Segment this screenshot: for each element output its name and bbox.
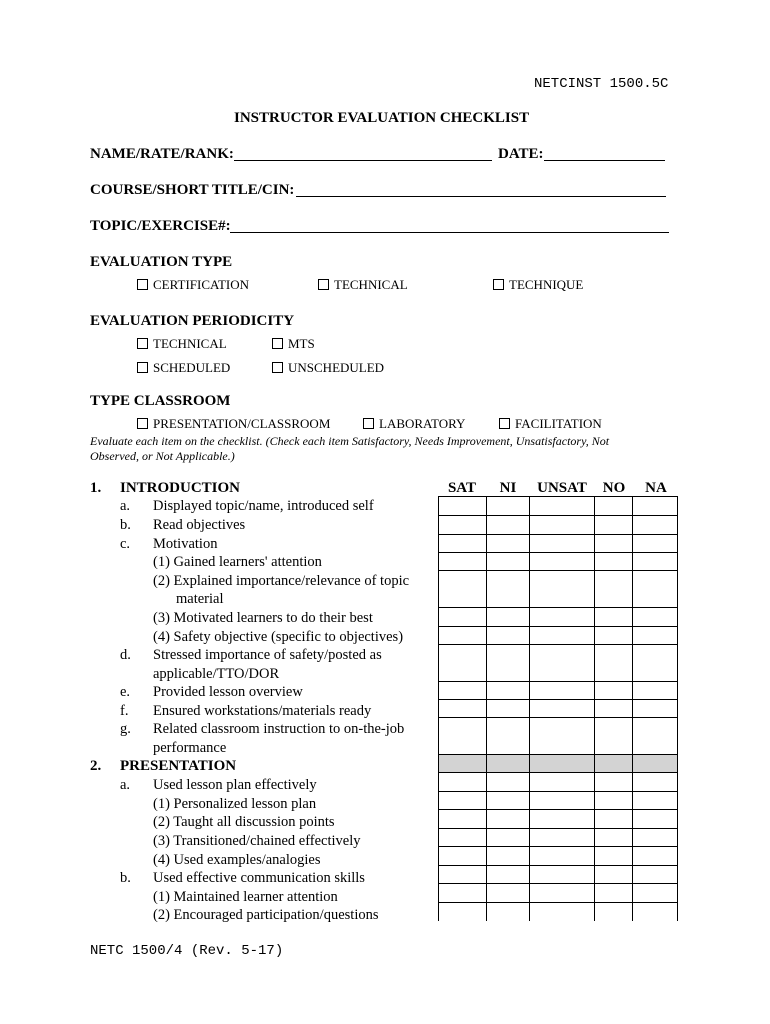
checklist-item-text: Motivation [153,536,218,552]
rating-cell[interactable] [439,700,487,718]
rating-cell[interactable] [487,645,530,682]
rating-cell[interactable] [633,497,678,516]
checkbox-icon [272,338,283,349]
rating-cell[interactable] [633,792,678,810]
rating-cell[interactable] [633,773,678,792]
checklist-item-text: (3) Transitioned/chained effectively [153,833,361,849]
checklist-item-text: Ensured workstations/materials ready [153,703,372,719]
section-number: 1. [90,480,102,496]
checklist-item-text: (1) Maintained learner attention [153,889,338,905]
rating-cell[interactable] [530,773,595,792]
item-label: f. [120,703,129,719]
section-title-presentation: PRESENTATION [120,758,237,774]
checklist-item-text: (4) Safety objective (specific to objectives) [153,629,404,645]
table-row [439,571,678,608]
course-label: COURSE/SHORT TITLE/CIN: [90,182,295,198]
rating-cell[interactable] [633,847,678,866]
table-row [439,682,678,700]
rating-cell[interactable] [595,682,633,700]
rating-cell[interactable] [595,516,633,535]
rating-cell[interactable] [439,516,487,535]
checklist-item-text: Used lesson plan effectively [153,777,317,793]
checkbox-icon [493,279,504,290]
item-label: g. [120,721,131,737]
rating-cell[interactable] [439,773,487,792]
checkbox-laboratory[interactable]: LABORATORY [363,416,465,432]
rating-cell[interactable] [487,700,530,718]
rating-cell[interactable] [530,884,595,903]
rating-cell[interactable] [487,553,530,571]
rating-cell[interactable] [487,884,530,903]
rating-cell[interactable] [530,516,595,535]
rating-cell[interactable] [595,718,633,755]
rating-cell[interactable] [595,773,633,792]
rating-cell[interactable] [595,627,633,645]
checklist-item-text: (3) Motivated learners to do their best [153,610,373,626]
rating-cell[interactable] [439,497,487,516]
rating-cell[interactable] [530,810,595,829]
rating-cell[interactable] [633,682,678,700]
checkbox-technical-type[interactable]: TECHNICAL [318,277,408,293]
rating-cell[interactable] [487,682,530,700]
checkbox-scheduled[interactable]: SCHEDULED [137,360,230,376]
rating-cell[interactable] [487,608,530,627]
column-header-no: NO [602,480,626,496]
rating-cell[interactable] [439,847,487,866]
rating-cell[interactable] [487,571,530,608]
rating-cell[interactable] [595,497,633,516]
checklist-item-text: performance [153,740,227,756]
rating-cell[interactable] [633,810,678,829]
table-row [439,718,678,755]
rating-cell[interactable] [530,608,595,627]
rating-cell[interactable] [633,516,678,535]
date-field[interactable] [544,160,665,161]
table-row [439,700,678,718]
section-divider-row [439,755,678,773]
rating-cell[interactable] [439,903,487,921]
course-field[interactable] [296,196,666,197]
checkbox-icon [318,279,329,290]
rating-cell[interactable] [439,553,487,571]
rating-cell[interactable] [595,847,633,866]
rating-cell[interactable] [487,516,530,535]
column-header-na: NA [645,480,667,496]
rating-cell[interactable] [595,829,633,847]
rating-cell[interactable] [633,866,678,884]
name-rate-rank-label: NAME/RATE/RANK: [90,146,234,162]
checklist-item-text: (1) Gained learners' attention [153,554,322,570]
rating-cell[interactable] [530,682,595,700]
checklist-item-text: material [176,591,224,607]
checkbox-icon [499,418,510,429]
checklist-item-text: (2) Taught all discussion points [153,814,335,830]
rating-cell[interactable] [633,553,678,571]
rating-cell[interactable] [439,571,487,608]
table-row [439,847,678,866]
checklist-item-text: (4) Used examples/analogies [153,852,321,868]
type-classroom-heading: TYPE CLASSROOM [90,393,231,409]
rating-cell[interactable] [530,903,595,921]
rating-cell[interactable] [530,700,595,718]
rating-cell[interactable] [595,903,633,921]
checklist-item-text: Read objectives [153,517,246,533]
checklist-item-text: Displayed topic/name, introduced self [153,498,374,514]
item-label: c. [120,536,131,552]
column-header-ni: NI [499,480,517,496]
rating-cell[interactable] [595,645,633,682]
rating-cell[interactable] [487,718,530,755]
item-label: e. [120,684,131,700]
checkbox-icon [137,279,148,290]
rating-cell[interactable] [530,866,595,884]
rating-cell[interactable] [530,627,595,645]
checkbox-technique[interactable]: TECHNIQUE [493,277,583,293]
rating-cell[interactable] [633,535,678,553]
section-title-introduction: INTRODUCTION [120,480,241,496]
checkbox-mts[interactable]: MTS [272,336,315,352]
checkbox-icon [137,338,148,349]
table-row [439,903,678,921]
checklist-item-text: Provided lesson overview [153,684,303,700]
rating-cell[interactable] [633,884,678,903]
checkbox-technical-periodicity[interactable]: TECHNICAL [137,336,227,352]
rating-cell[interactable] [439,810,487,829]
instructions-text: Evaluate each item on the checklist. (Check each item Satisfactory, Needs Improvement, Unsatisfactory, Not Observed, or Not Applicable.) [90,434,610,463]
table-row [439,829,678,847]
rating-cell[interactable] [487,497,530,516]
column-header-sat: SAT [447,480,477,496]
rating-cell[interactable] [633,627,678,645]
rating-cell[interactable] [487,535,530,553]
rating-cell[interactable] [595,866,633,884]
rating-cell[interactable] [633,608,678,627]
checkbox-certification[interactable]: CERTIFICATION [137,277,249,293]
checkbox-icon [137,362,148,373]
checklist-item-text: (2) Explained importance/relevance of topic [153,573,410,589]
section-number: 2. [90,758,102,774]
checklist-item-text: (1) Personalized lesson plan [153,796,317,812]
table-row [439,884,678,903]
checklist-item-text: (2) Encouraged participation/questions [153,907,379,923]
checklist-item-text: applicable/TTO/DOR [153,666,280,682]
name-rate-rank-field[interactable] [234,160,492,161]
rating-cell[interactable] [595,608,633,627]
rating-cell[interactable] [595,792,633,810]
table-row [439,535,678,553]
rating-cell[interactable] [439,535,487,553]
rating-cell[interactable] [633,700,678,718]
rating-cell[interactable] [439,792,487,810]
rating-cell[interactable] [633,571,678,608]
rating-cell[interactable] [530,792,595,810]
rating-cell[interactable] [530,497,595,516]
item-label: a. [120,777,131,793]
rating-cell[interactable] [595,553,633,571]
rating-cell[interactable] [487,829,530,847]
table-row [439,645,678,682]
rating-cell[interactable] [530,535,595,553]
rating-grid [438,496,678,921]
table-row [439,773,678,792]
evaluation-type-heading: EVALUATION TYPE [90,254,233,270]
rating-cell[interactable] [530,645,595,682]
form-number: NETC 1500/4 (Rev. 5-17) [90,943,284,959]
rating-cell[interactable] [439,682,487,700]
rating-cell[interactable] [595,571,633,608]
rating-cell[interactable] [487,792,530,810]
rating-cell[interactable] [633,829,678,847]
checklist-item-text: Related classroom instruction to on-the-job [153,721,405,737]
item-label: d. [120,647,131,663]
rating-cell[interactable] [487,866,530,884]
rating-cell[interactable] [487,810,530,829]
checkbox-icon [363,418,374,429]
rating-cell[interactable] [530,847,595,866]
rating-cell[interactable] [633,718,678,755]
item-label: a. [120,498,131,514]
rating-cell[interactable] [530,829,595,847]
rating-cell[interactable] [530,718,595,755]
rating-cell[interactable] [633,903,678,921]
checkbox-icon [137,418,148,429]
rating-cell[interactable] [439,829,487,847]
checkbox-unscheduled[interactable]: UNSCHEDULED [272,360,384,376]
topic-label: TOPIC/EXERCISE#: [90,218,231,234]
rating-cell[interactable] [439,645,487,682]
rating-cell[interactable] [439,608,487,627]
rating-cell[interactable] [439,718,487,755]
table-row [439,497,678,516]
checkbox-facilitation[interactable]: FACILITATION [499,416,602,432]
table-row [439,516,678,535]
table-row [439,810,678,829]
rating-cell[interactable] [595,884,633,903]
rating-cell[interactable] [487,847,530,866]
item-label: b. [120,517,131,533]
rating-cell[interactable] [439,627,487,645]
rating-cell[interactable] [439,866,487,884]
rating-cell[interactable] [487,627,530,645]
table-row [439,608,678,627]
table-row [439,866,678,884]
page-title: INSTRUCTOR EVALUATION CHECKLIST [234,110,530,126]
checkbox-presentation-classroom[interactable]: PRESENTATION/CLASSROOM [137,416,330,432]
rating-cell[interactable] [633,645,678,682]
topic-field[interactable] [230,232,669,233]
rating-cell[interactable] [595,810,633,829]
rating-cell[interactable] [487,773,530,792]
rating-cell[interactable] [439,884,487,903]
table-row [439,553,678,571]
rating-cell[interactable] [595,700,633,718]
checklist-item-text: Stressed importance of safety/posted as [153,647,382,663]
checkbox-icon [272,362,283,373]
column-header-unsat: UNSAT [537,480,587,496]
document-id: NETCINST 1500.5C [534,76,669,92]
table-row [439,792,678,810]
rating-cell[interactable] [530,571,595,608]
rating-cell[interactable] [595,535,633,553]
date-label: DATE: [498,146,544,162]
rating-cell[interactable] [530,553,595,571]
evaluation-periodicity-heading: EVALUATION PERIODICITY [90,313,295,329]
checklist-item-text: Used effective communication skills [153,870,365,886]
item-label: b. [120,870,131,886]
table-row [439,627,678,645]
rating-cell[interactable] [487,903,530,921]
